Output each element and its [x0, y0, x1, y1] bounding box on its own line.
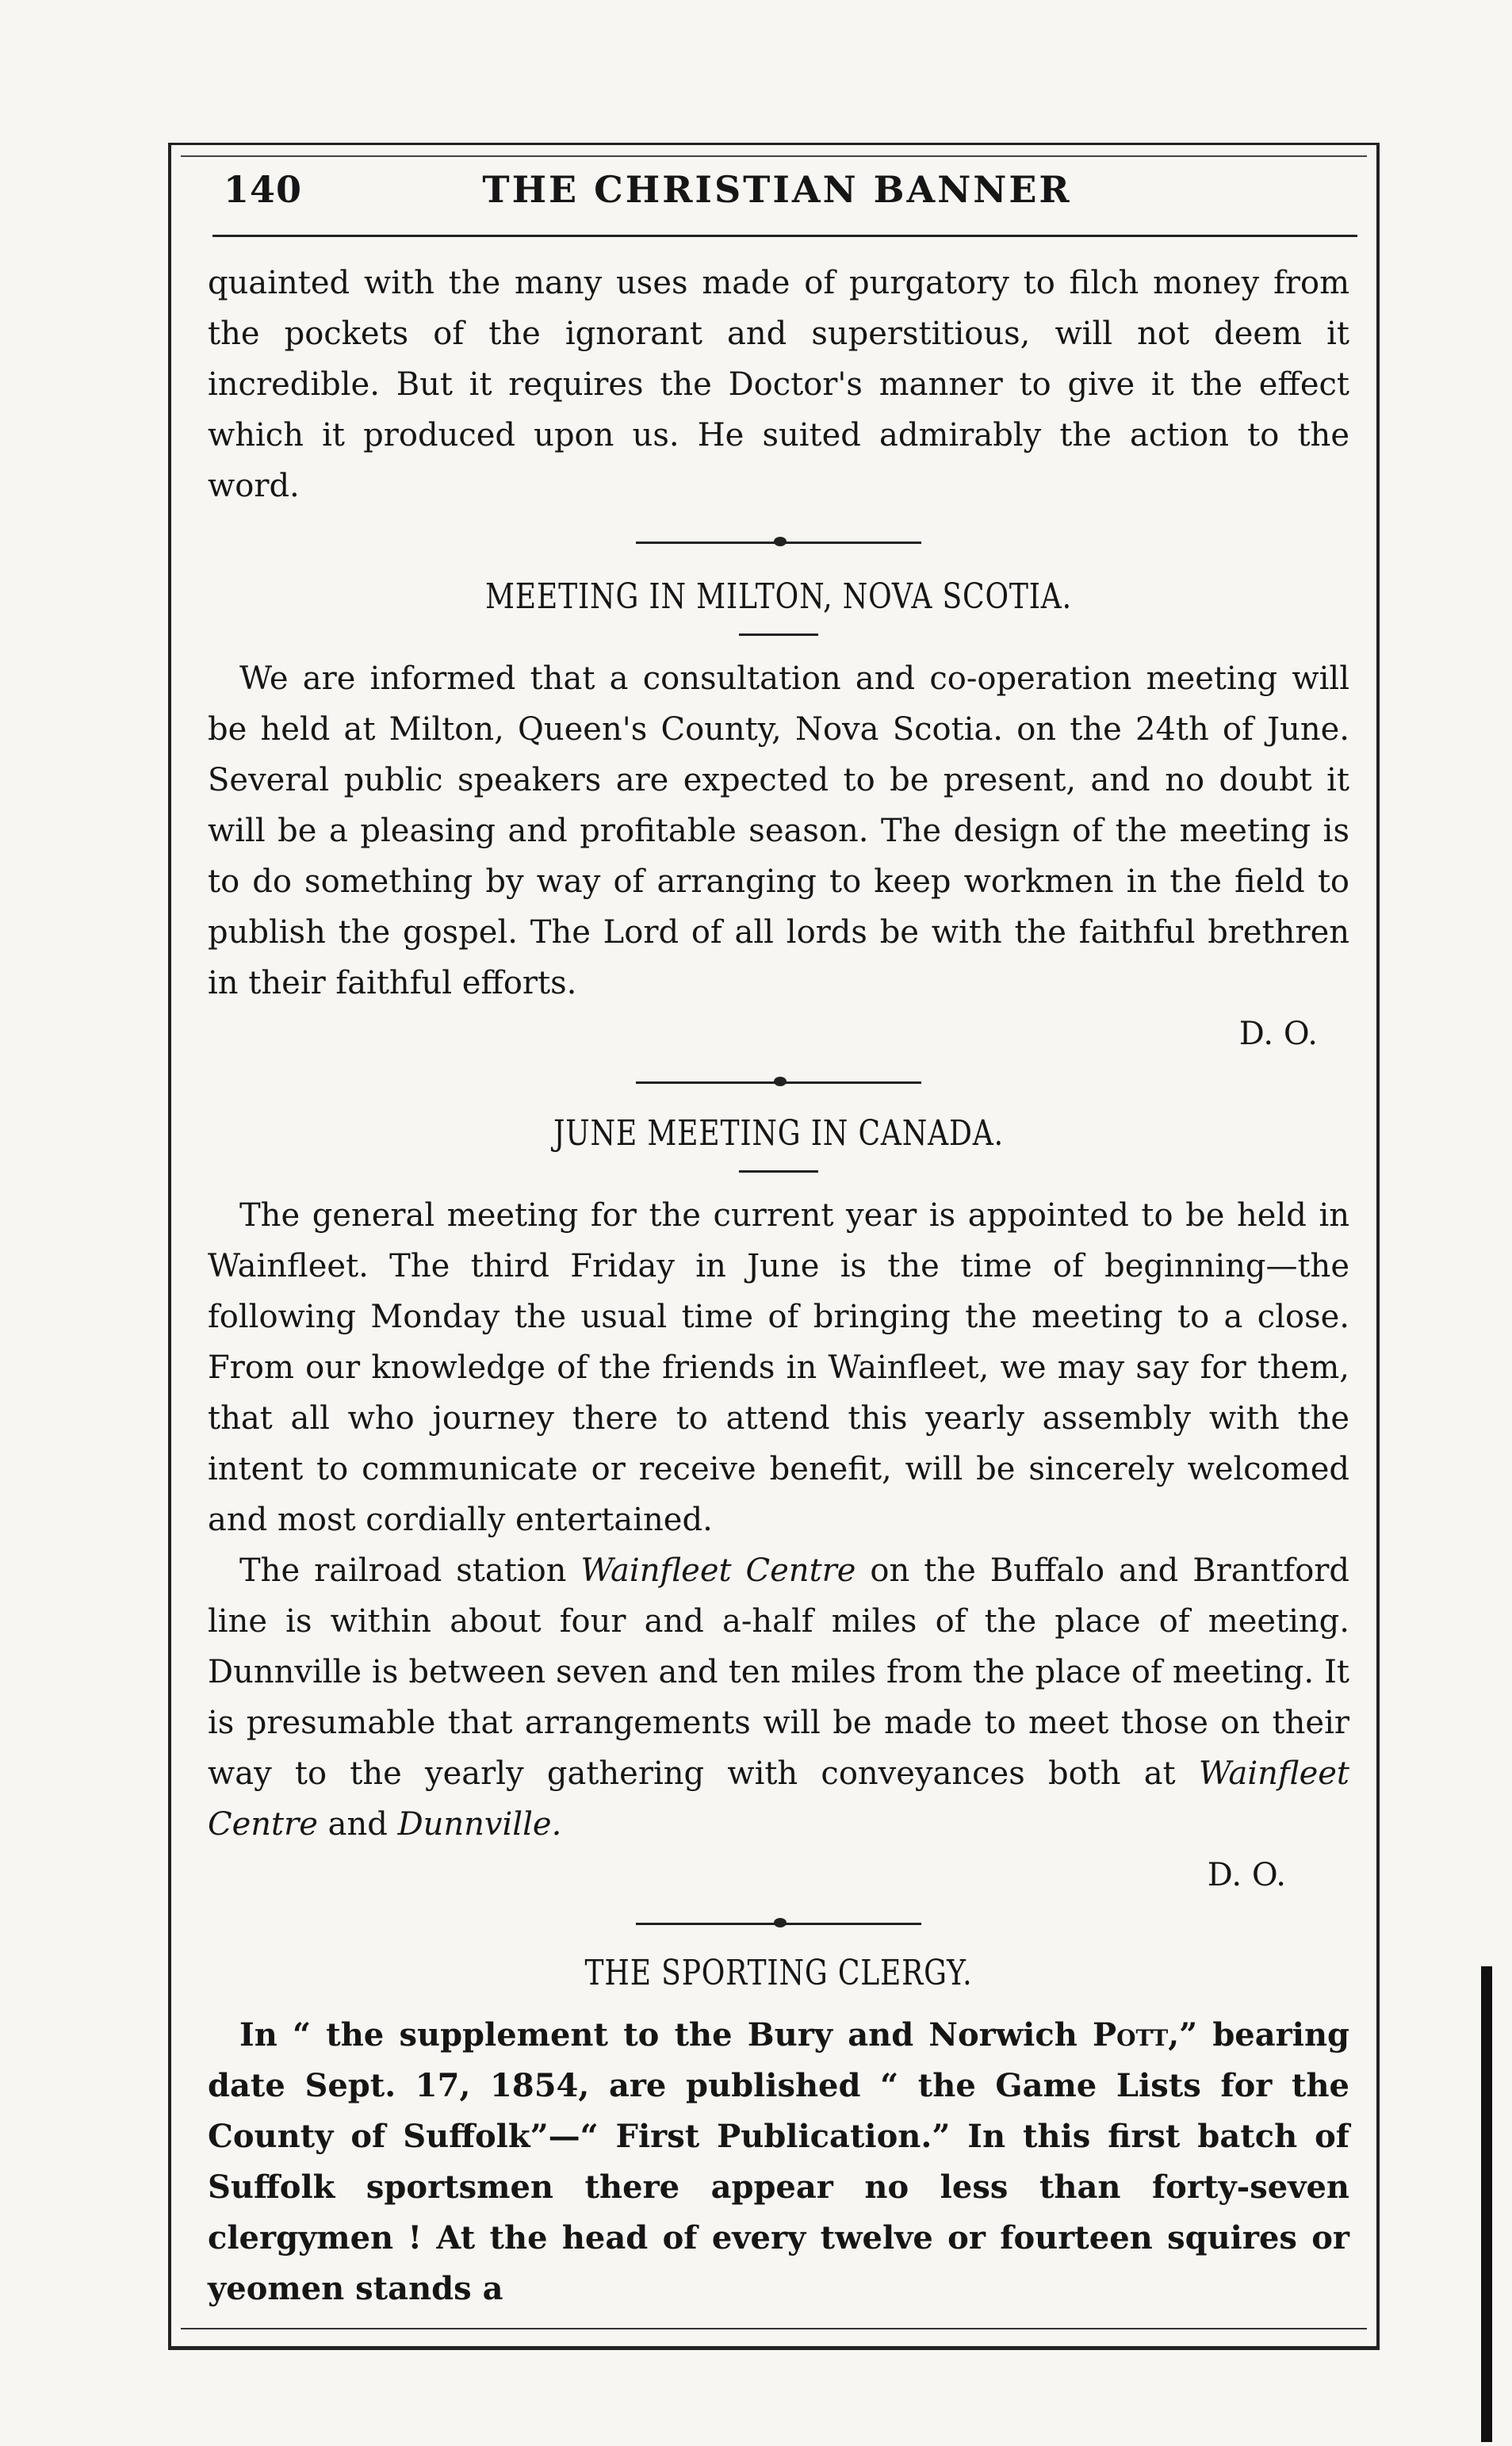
article-title-sporting-clergy: THE SPORTING CLERGY. [584, 1953, 973, 1993]
section-divider [208, 1059, 1349, 1104]
title-rule [739, 1170, 818, 1173]
section-divider [208, 1901, 1349, 1945]
article-body-sporting-clergy [208, 2010, 1349, 2314]
divider-dot [774, 537, 787, 546]
article-title-milton: MEETING IN MILTON, NOVA SCOTIA. [485, 576, 1072, 617]
article-body-milton: We are informed that a consultation and co-operation meeting will be held at Milton, Queen's County, Nova Scotia. on the 24th of June. Several public speakers are expected to be present, and no doubt it will be a pleasing and profitable season. The design of the meeting is to do something by way of arranging to keep workmen in the field to publish the gospel. The Lord of all lords be with the faithful brethren in their faithful efforts. [208, 660, 1349, 1001]
text-run: and [317, 1806, 398, 1843]
publication-name: Pott [1093, 2016, 1169, 2054]
inner-top-rule [181, 155, 1367, 157]
place-name: Wainfleet Centre [580, 1552, 856, 1589]
running-title: THE CHRISTIAN BANNER [482, 168, 1072, 211]
article-body-canada-1: The general meeting for the current year is appointed to be held in Wainfleet. The third Friday in June is the time of beginning—the following Monday the usual time of bringing the meeting to a close. From our knowledge of the friends in Wainfleet, we may say for them, that all who journey there to attend this yearly assembly with the intent to communicate or receive benefit, will be sincerely welcomed and most cordially entertained. [208, 1197, 1349, 1538]
article-body-canada-2 [208, 1545, 1349, 1850]
section-divider [208, 519, 1349, 564]
place-name: Wainfleet Centre [208, 1755, 1349, 1843]
page-number: 140 [224, 168, 303, 211]
text-run: In “ the supplement to the Bury and Norwich [239, 2016, 1093, 2054]
signature-canada: D. O. [1207, 1857, 1286, 1893]
page-content [208, 258, 1349, 2314]
divider-dot [774, 1077, 787, 1086]
text-run: ,” bearing date Sept. 17, 1854, are published “ the Game Lists for the County of Suffolk”—“ First Publication.” In this first batch of Suffolk sportsmen there appear no less than forty-seven clergymen ! At the head of every twelve or fourteen squires or yeomen stands a [208, 2016, 1349, 2307]
place-name: Dunnville. [397, 1806, 562, 1843]
inner-bottom-rule [181, 2328, 1367, 2329]
text-run: on the Buffalo and Brantford line is within about four and a-half miles of the place of meeting. Dunnville is between seven and ten miles from the place of meeting. It is presumable that arrangements will be made to meet those on their way to the yearly gathering with conveyances both at [208, 1552, 1350, 1792]
article-title-canada: JUNE MEETING IN CANADA. [553, 1113, 1004, 1154]
header-rule [212, 235, 1357, 237]
text-run: The railroad station [239, 1552, 581, 1589]
signature-milton: D. O. [1238, 1016, 1318, 1052]
title-rule [739, 634, 818, 636]
scan-edge-bar [1481, 1966, 1492, 2442]
intro-paragraph: quainted with the many uses made of purgatory to filch money from the pockets of the ignorant and superstitious, will not deem it incredible. But it requires the Doctor's manner to give it the effect which it produced upon us. He suited admirably the action to the word. [208, 265, 1349, 504]
divider-dot [774, 1918, 787, 1927]
